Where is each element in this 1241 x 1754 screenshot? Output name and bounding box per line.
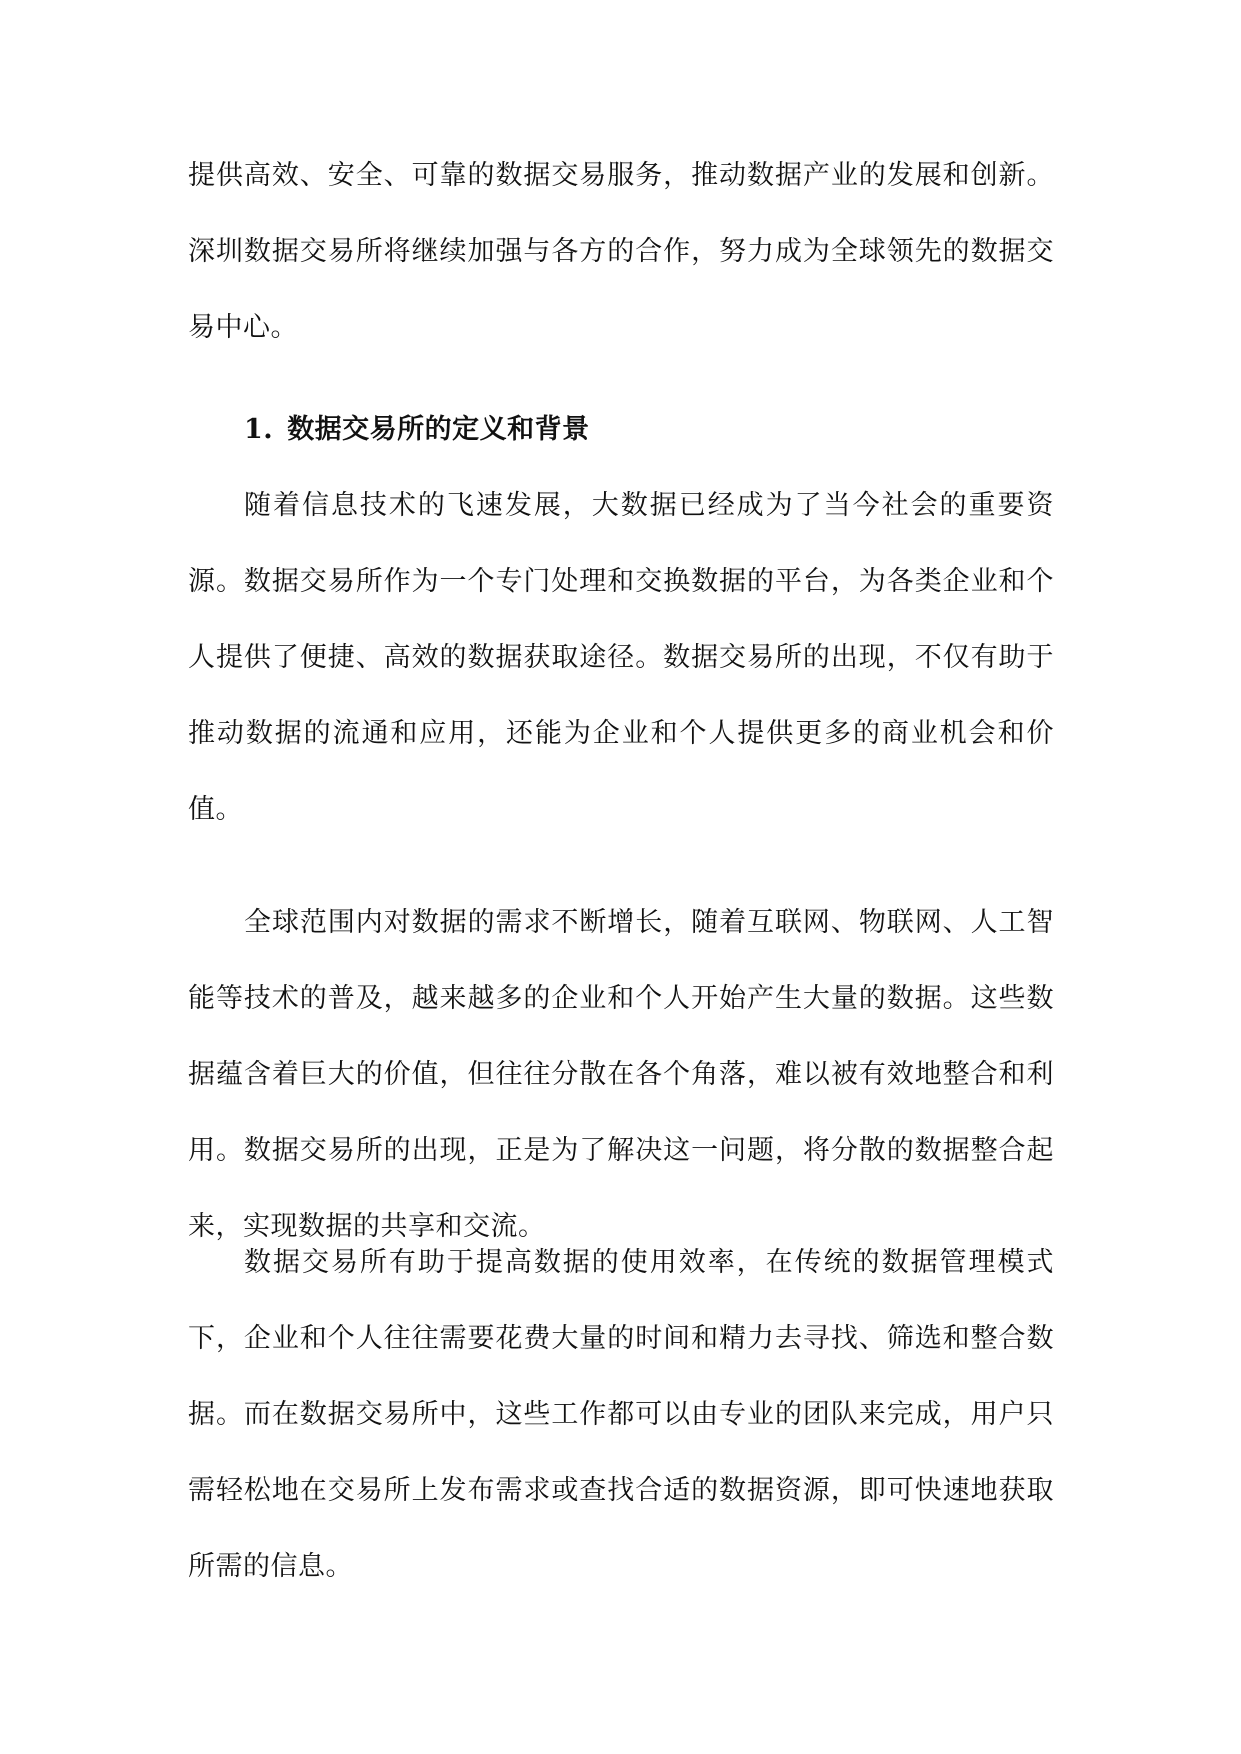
intro-paragraph: 提供高效、安全、可靠的数据交易服务，推动数据产业的发展和创新。深圳数据交易所将继续加强与各方的合作，努力成为全球领先的数据交易中心。 [188, 160, 1054, 343]
section-number: 1. [244, 414, 274, 445]
body-paragraph: 随着信息技术的飞速发展，大数据已经成为了当今社会的重要资源。数据交易所作为一个专门处理和交换数据的平台，为各类企业和个人提供了便捷、高效的数据获取途径。数据交易所的出现，不仅有助于推动数据的流通和应用，还能为企业和个人提供更多的商业机会和价值。 [188, 490, 1054, 825]
body-paragraph: 数据交易所有助于提高数据的使用效率，在传统的数据管理模式下，企业和个人往往需要花费大量的时间和精力去寻找、筛选和整合数据。而在数据交易所中，这些工作都可以由专业的团队来完成，用户只需轻松地在交易所上发布需求或查找合适的数据资源，即可快速地获取所需的信息。 [188, 1247, 1054, 1582]
body-paragraph: 全球范围内对数据的需求不断增长，随着互联网、物联网、人工智能等技术的普及，越来越多的企业和个人开始产生大量的数据。这些数据蕴含着巨大的价值，但往往分散在各个角落，难以被有效地整合和利用。数据交易所的出现，正是为了解决这一问题，将分散的数据整合起来，实现数据的共享和交流。 [188, 907, 1054, 1242]
section-heading [244, 392, 590, 468]
section-title: 数据交易所的定义和背景 [287, 414, 590, 445]
